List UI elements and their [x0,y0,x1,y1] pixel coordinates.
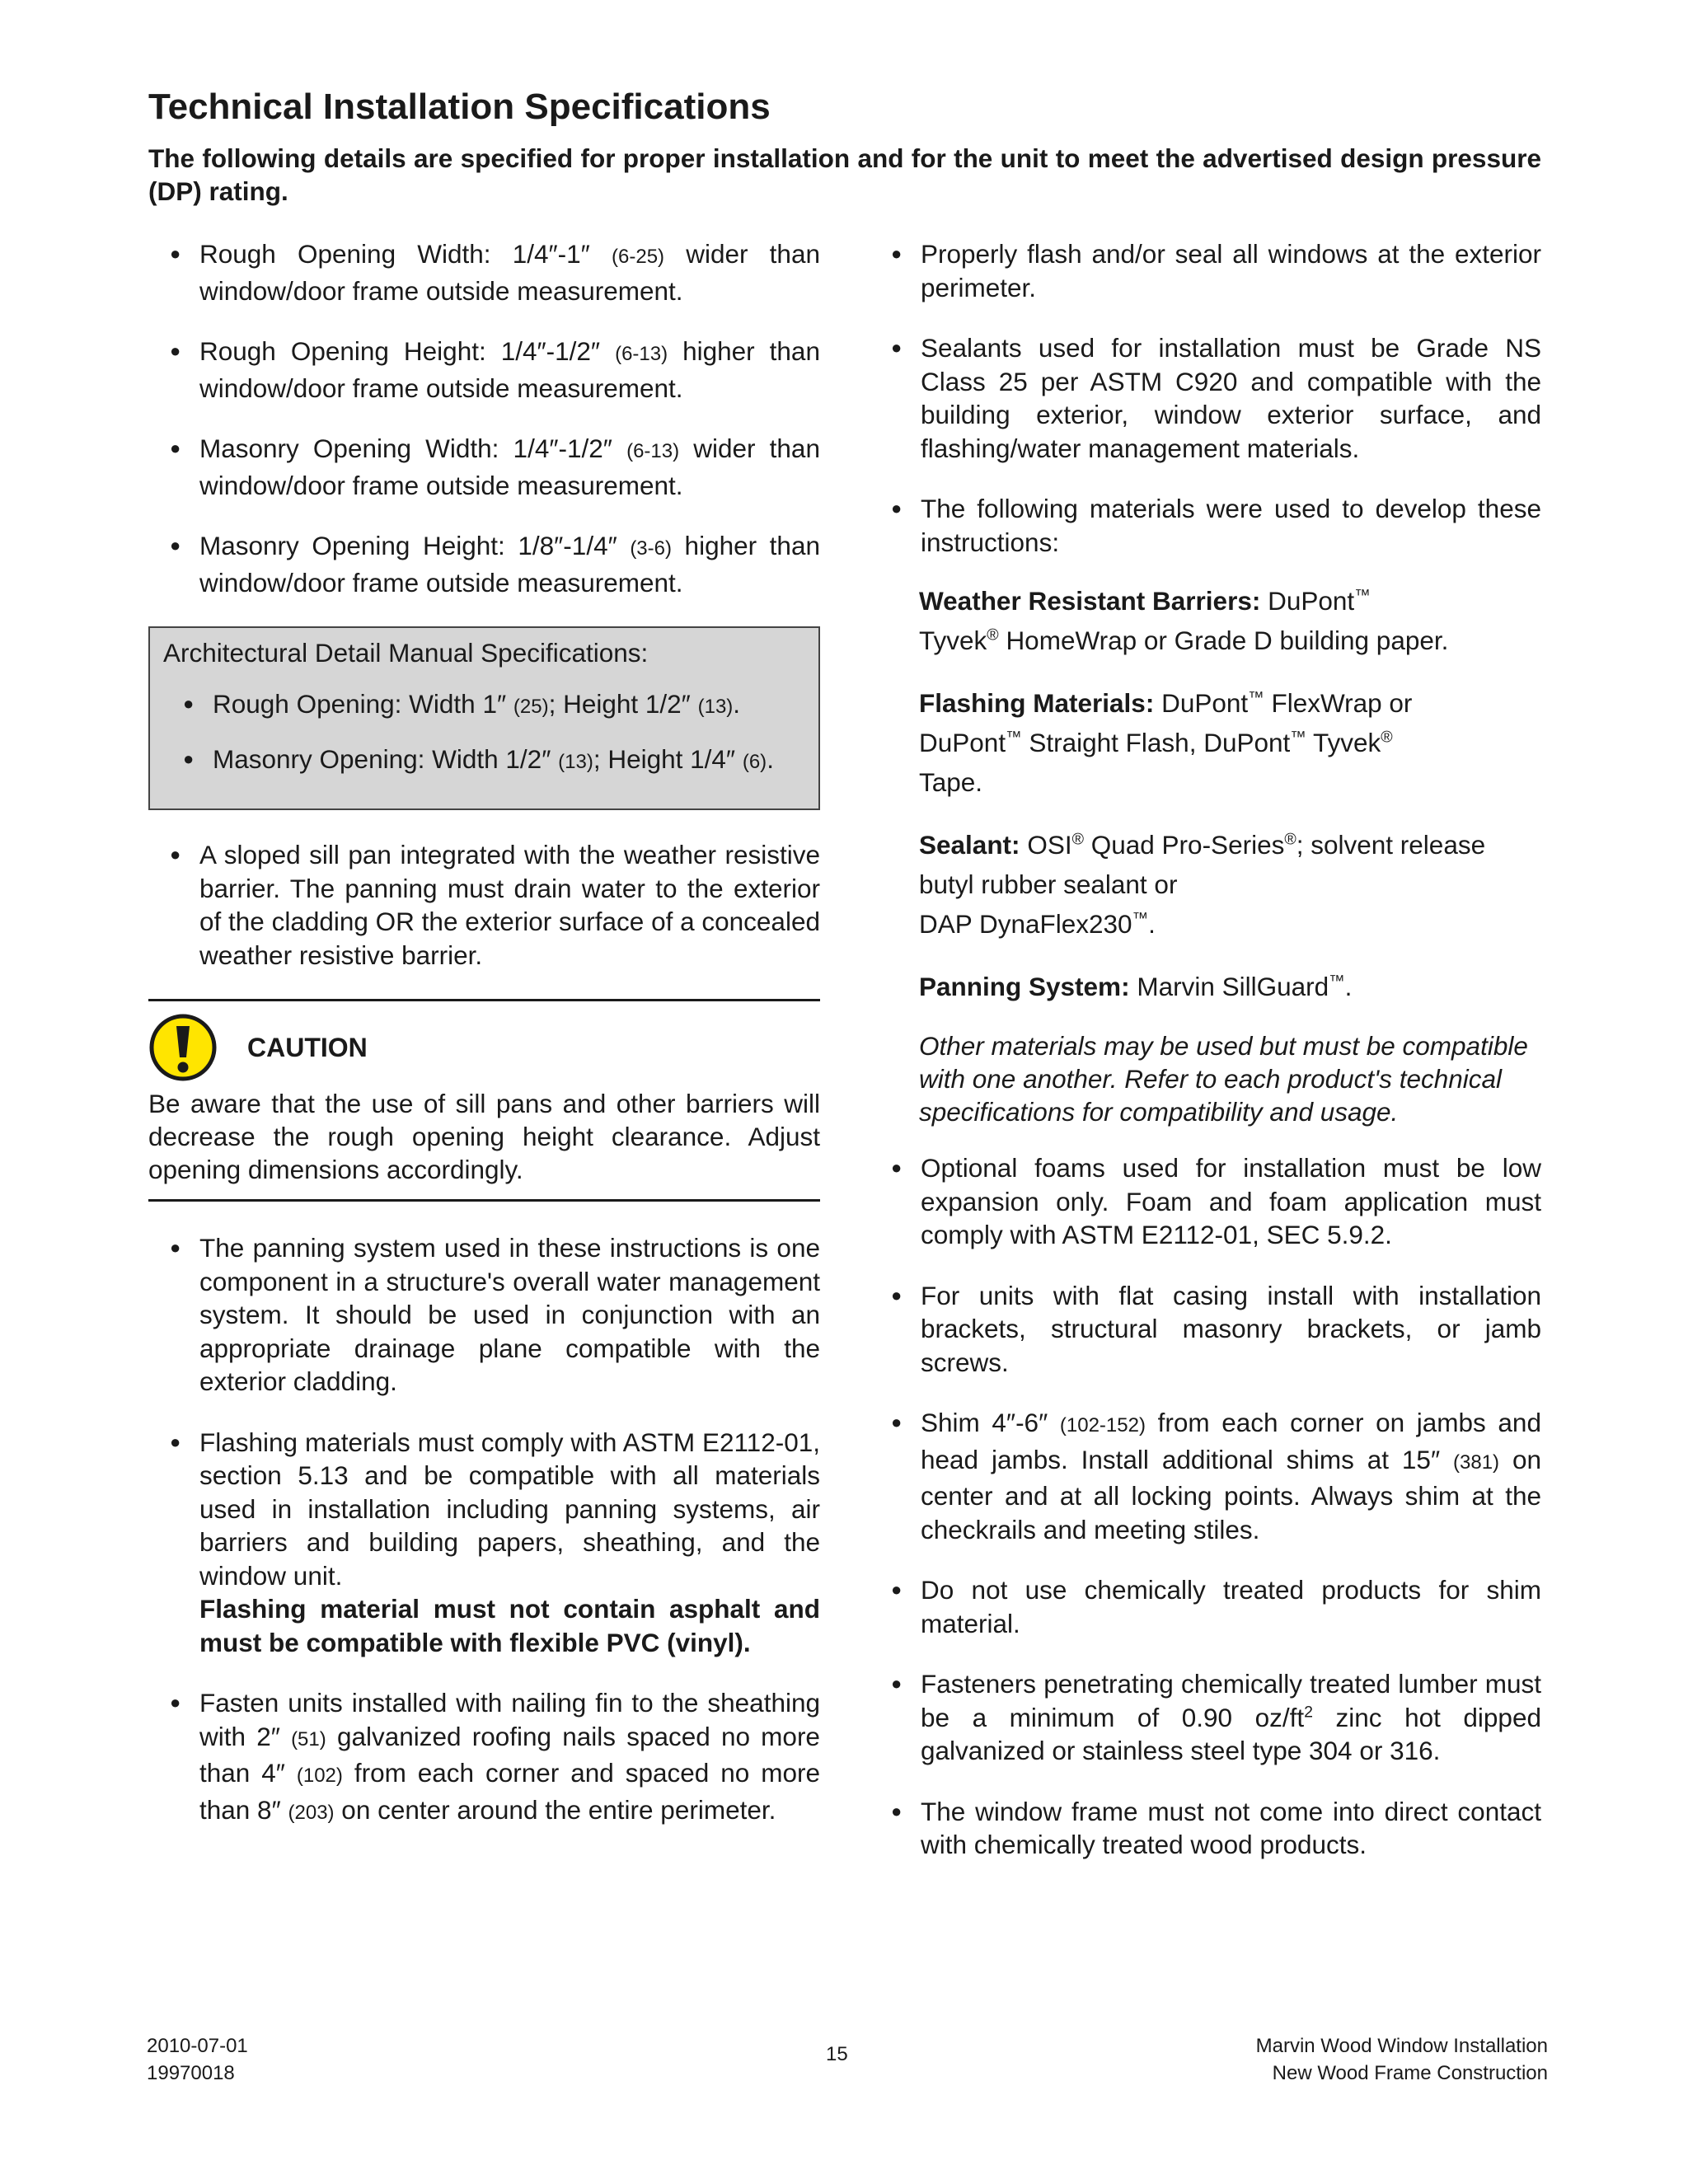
caution-text: Be aware that the use of sill pans and other barriers will decrease the rough opening height clearance. Adjust opening dimensions accordingly. [148,1089,820,1184]
footer-left [147,2032,248,2087]
list-item: ● Fasteners penetrating chemically treated lumber must be a minimum of 0.90 $oz/ft^2$ zinc hot dipped galvanized or stainless steel type 304 or 316. [870,1667,1541,1768]
opening-list [148,237,820,599]
list-item: ● Optional foams used for installation must be low expansion only. Foam and foam application must comply with ASTM E2112-01, SEC 5.9.2. [870,1151,1541,1252]
right-column [870,237,1541,1889]
architectural-spec-list [163,687,805,779]
material-panning: Panning System: Marvin SillGuard™. [919,972,1353,1001]
architectural-spec-title: Architectural Detail Manual Specifications: [163,638,649,668]
page-number: 15 [826,2043,848,2065]
list-item: ● Sealants used for installation must be Grade NS Class 25 per ASTM C920 and compatible with the building exterior, window exterior surface, and flashing/water management materials. [870,331,1541,465]
caution-block [148,999,820,1202]
right-list-bottom [870,1151,1541,1862]
list-item: ● Flashing materials must comply with ASTM E2112-01, section 5.13 and be compatible with all materials used in installation including panning systems, air barriers and building papers, sheathing, and the window unit. Flashing material must not contain asphalt and must be compatible with flexible PVC (vinyl). [148,1426,820,1660]
caution-header [148,1013,820,1082]
list-item: ● Fasten units installed with nailing fin to the sheathing with 2″ (51) galvanized roofing nails spaced no more than 4″ (102) from each corner and spaced no more than 8″ (203) on center around the entire perimeter. [148,1686,820,1830]
architectural-spec-box [148,626,820,810]
list-item: ● A sloped sill pan integrated with the weather resistive barrier. The panning must drain water to the exterior of the cladding OR the exterior surface of a concealed weather resistive barrier. [148,838,820,972]
material-flashing: Flashing Materials: DuPont™ FlexWrap or DuPont™ Straight Flash, DuPont™ Tyvek® Tape. [919,688,1413,797]
list-item: ● Properly flash and/or seal all windows at the exterior perimeter. [870,237,1541,304]
list-item: ● Masonry Opening Height: 1/8″-1/4″ (3-6) higher than window/door frame outside measurement. [148,529,820,599]
list-item: ● The following materials were used to develop these instructions: [870,492,1541,559]
footer-right [1256,2032,1548,2087]
intro-text: The following details are specified for proper installation and for the unit to meet the advertised design pressure (DP) rating. [148,143,1541,206]
right-list-top [870,237,1541,559]
list-item: ● For units with flat casing install with installation brackets, structural masonry brackets, or jamb screws. [870,1279,1541,1380]
flashing-warning: Flashing material must not contain asphalt and must be compatible with flexible PVC (vinyl). [199,1594,820,1657]
sill-pan-list [148,838,820,972]
list-item: ● The window frame must not come into direct contact with chemically treated wood products. [870,1795,1541,1862]
warning-exclamation-icon [148,1013,218,1082]
list-item: ● Rough Opening Height: 1/4″-1/2″ (6-13) higher than window/door frame outside measurement. [148,335,820,405]
list-item: ● The panning system used in these instructions is one component in a structure's overall water management system. It should be used in conjunction with an appropriate drainage plane compatible with the exterior cladding. [148,1231,820,1399]
material-sealant: Sealant: OSI® Quad Pro-Series®; solvent release butyl rubber sealant or DAP DynaFlex230™. [919,830,1486,939]
list-item: ● Shim 4″-6″ (102-152) from each corner on jambs and head jambs. Install additional shims at 15″ (381) on center and at all locking points. Always shim at the checkrails and meeting stiles. [870,1406,1541,1546]
material-weather-barriers: Weather Resistant Barriers: DuPont™ Tyvek® HomeWrap or Grade D building paper. [919,586,1449,655]
footer-date: 2010-07-01 [147,2035,248,2057]
left-column [148,237,820,1857]
list-item: ● Do not use chemically treated products for shim material. [870,1573,1541,1640]
panning-list [148,1231,820,1830]
footer-doc-number: 19970018 [147,2062,235,2084]
list-item: ● Rough Opening Width: 1/4″-1″ (6-25) wider than window/door frame outside measurement. [148,237,820,307]
materials-note: Other materials may be used but must be compatible with one another. Refer to each product's technical specifications for compatibility and usage. [919,1031,1528,1127]
list-item: ● Masonry Opening Width: 1/4″-1/2″ (6-13) wider than window/door frame outside measurement. [148,432,820,502]
materials-block [919,581,1541,1128]
page-title: Technical Installation Specifications [148,87,771,127]
list-item: ● Rough Opening: Width 1″ (25); Height 1/2″ (13). [163,687,805,724]
footer-title-line1: Marvin Wood Window Installation [1255,2035,1548,2057]
footer-title-line2: New Wood Frame Construction [1272,2062,1548,2084]
list-item: ● Masonry Opening: Width 1/2″ (13); Height 1/4″ (6). [163,743,805,780]
caution-label: CAUTION [247,1032,368,1062]
